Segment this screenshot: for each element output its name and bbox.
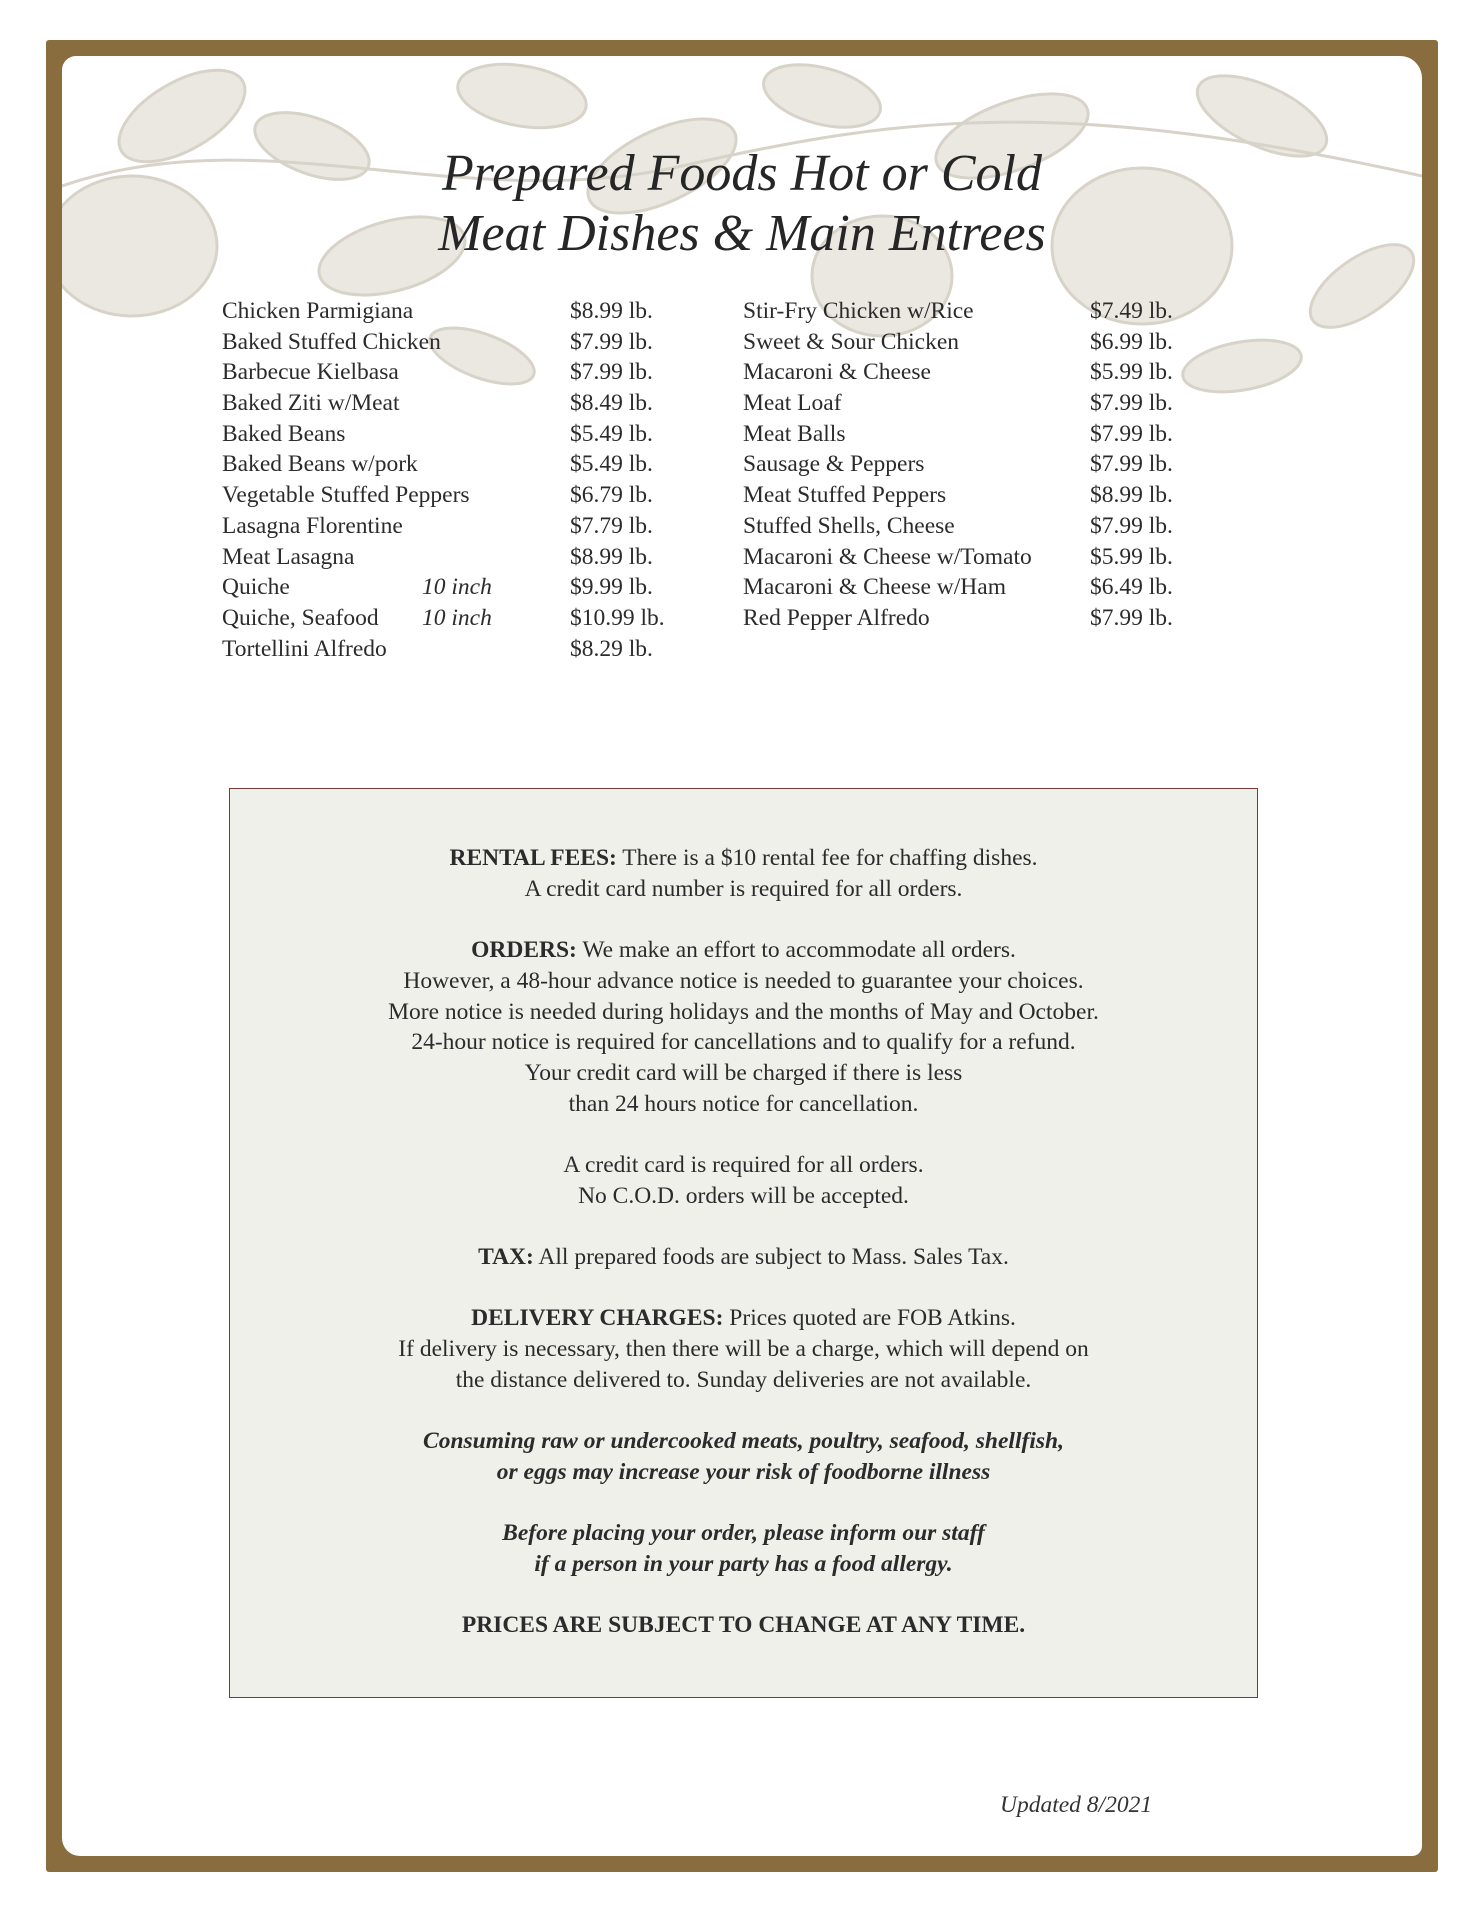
menu-item (743, 572, 1203, 603)
menu-item (743, 542, 1203, 573)
warning-line2: or eggs may increase your risk of foodborne illness (496, 1458, 991, 1485)
menu-item (743, 480, 1203, 511)
menu-item-price: $6.79 lb. (570, 482, 653, 509)
allergy-notice (230, 1518, 1257, 1579)
page-subtitle: Meat Dishes & Main Entrees (438, 205, 1046, 262)
menu-item-size: 10 inch (422, 574, 492, 601)
rental-fees-label: RENTAL FEES: (449, 845, 617, 871)
tax-section (230, 1242, 1257, 1273)
menu-item-name: Baked Beans (222, 420, 346, 447)
orders-line: More notice is needed during holidays and the months of May and October. (388, 998, 1099, 1025)
menu-item-name: Macaroni & Cheese (743, 359, 931, 386)
menu-item-name: Red Pepper Alfredo (743, 604, 930, 631)
orders-line: However, a 48-hour advance notice is needed to guarantee your choices. (403, 967, 1084, 994)
menu-item (743, 603, 1203, 634)
menu-item-size: 10 inch (422, 604, 492, 631)
menu-item (222, 634, 682, 665)
menu-item (743, 357, 1203, 388)
menu-item (222, 603, 682, 634)
menu-item-price: $5.99 lb. (1090, 359, 1173, 386)
menu-item-price: $10.99 lb. (570, 604, 665, 631)
delivery-label: DELIVERY CHARGES: (471, 1305, 724, 1332)
menu-item-name: Quiche (222, 574, 290, 601)
menu-item-name: Meat Loaf (743, 390, 842, 417)
credit-line1: A credit card is required for all orders. (563, 1152, 924, 1178)
menu-item (222, 357, 682, 388)
orders-line: 24-hour notice is required for cancellations and to qualify for a refund. (411, 1029, 1076, 1056)
menu-item (743, 419, 1203, 450)
menu-item-price: $8.99 lb. (1090, 482, 1173, 509)
menu-item-name: Quiche, Seafood (222, 604, 379, 631)
menu-item-name: Stir-Fry Chicken w/Rice (743, 298, 974, 324)
menu-item-price: $7.99 lb. (1090, 451, 1173, 478)
menu-item-name: Meat Stuffed Peppers (743, 482, 947, 509)
menu-item-name: Stuffed Shells, Cheese (743, 512, 955, 539)
menu-item-name: Lasagna Florentine (222, 512, 403, 539)
menu-item-name: Baked Stuffed Chicken (222, 328, 441, 355)
menu-item-price: $5.49 lb. (570, 420, 653, 447)
menu-item-price: $7.79 lb. (570, 512, 653, 539)
menu-item-price: $6.49 lb. (1090, 574, 1173, 601)
menu-item (743, 296, 1203, 327)
menu-item-price: $8.49 lb. (570, 390, 653, 417)
menu-item (222, 542, 682, 573)
allergy-line1: Before placing your order, please inform our staff (502, 1520, 985, 1547)
menu-item (222, 480, 682, 511)
menu-item-price: $7.99 lb. (1090, 420, 1173, 447)
menu-column-right (743, 296, 1203, 634)
delivery-text: Prices quoted are FOB Atkins. (723, 1305, 1016, 1332)
orders-label: ORDERS: (471, 937, 577, 964)
rental-fees-section (230, 843, 1257, 904)
rental-fees-line2: A credit card number is required for all orders. (524, 875, 963, 902)
menu-item (743, 449, 1203, 480)
menu-item-price: $8.99 lb. (570, 298, 653, 324)
menu-item-name: Chicken Parmigiana (222, 298, 414, 324)
menu-item (743, 327, 1203, 358)
menu-item (222, 572, 682, 603)
foodborne-warning (230, 1426, 1257, 1487)
menu-item-price: $7.99 lb. (1090, 604, 1173, 631)
page-title: Prepared Foods Hot or Cold (442, 145, 1042, 202)
menu-item (222, 327, 682, 358)
orders-text: We make an effort to accommodate all orders. (576, 937, 1016, 964)
menu-item (222, 511, 682, 542)
menu-item-price: $6.99 lb. (1090, 328, 1173, 355)
menu-column-left (222, 296, 682, 664)
menu-item (222, 388, 682, 419)
menu-item (743, 511, 1203, 542)
policies-box (229, 788, 1258, 1698)
menu-item-name: Vegetable Stuffed Peppers (222, 482, 470, 509)
menu-item (743, 388, 1203, 419)
delivery-section (230, 1303, 1257, 1395)
menu-item-name: Macaroni & Cheese w/Tomato (743, 543, 1032, 570)
menu-item-price: $7.99 lb. (1090, 512, 1173, 539)
menu-item (222, 419, 682, 450)
menu-item-name: Meat Lasagna (222, 543, 355, 570)
menu-item-name: Sausage & Peppers (743, 451, 925, 478)
rental-fees-text: There is a $10 rental fee for chaffing dishes. (616, 845, 1038, 871)
updated-date: Updated 8/2021 (1000, 1792, 1153, 1818)
credit-line2: No C.O.D. orders will be accepted. (578, 1182, 909, 1209)
menu-item-price: $5.99 lb. (1090, 543, 1173, 570)
delivery-line2: If delivery is necessary, then there will be a charge, which will depend on (398, 1336, 1089, 1363)
menu-item-name: Baked Beans w/pork (222, 451, 418, 478)
menu-item (222, 296, 682, 327)
allergy-line2: if a person in your party has a food allergy. (534, 1551, 953, 1578)
menu-item-name: Tortellini Alfredo (222, 635, 387, 662)
menu-item-price: $8.99 lb. (570, 543, 653, 570)
menu-item-price: $5.49 lb. (570, 451, 653, 478)
orders-line: than 24 hours notice for cancellation. (568, 1090, 919, 1117)
menu-item-price: $7.99 lb. (570, 328, 653, 355)
prices-notice: PRICES ARE SUBJECT TO CHANGE AT ANY TIME. (461, 1612, 1026, 1639)
menu-item-price: $9.99 lb. (570, 574, 653, 601)
menu-item-price: $7.49 lb. (1090, 298, 1173, 324)
menu-item-name: Meat Balls (743, 420, 846, 447)
menu-item-price: $7.99 lb. (570, 359, 653, 386)
tax-label: TAX: (478, 1244, 534, 1271)
menu-item-name: Baked Ziti w/Meat (222, 390, 400, 417)
menu-item-name: Macaroni & Cheese w/Ham (743, 574, 1006, 601)
menu-item-name: Sweet & Sour Chicken (743, 328, 960, 355)
menu-item (222, 449, 682, 480)
menu-item-price: $7.99 lb. (1090, 390, 1173, 417)
warning-line1: Consuming raw or undercooked meats, poultry, seafood, shellfish, (423, 1428, 1064, 1455)
orders-line: Your credit card will be charged if there is less (524, 1059, 963, 1086)
orders-section (230, 935, 1257, 1119)
menu-item-price: $8.29 lb. (570, 635, 653, 662)
menu-item-name: Barbecue Kielbasa (222, 359, 399, 386)
delivery-line3: the distance delivered to. Sunday deliveries are not available. (455, 1366, 1032, 1393)
tax-text: All prepared foods are subject to Mass. Sales Tax. (533, 1244, 1009, 1271)
credit-card-section (230, 1150, 1257, 1211)
